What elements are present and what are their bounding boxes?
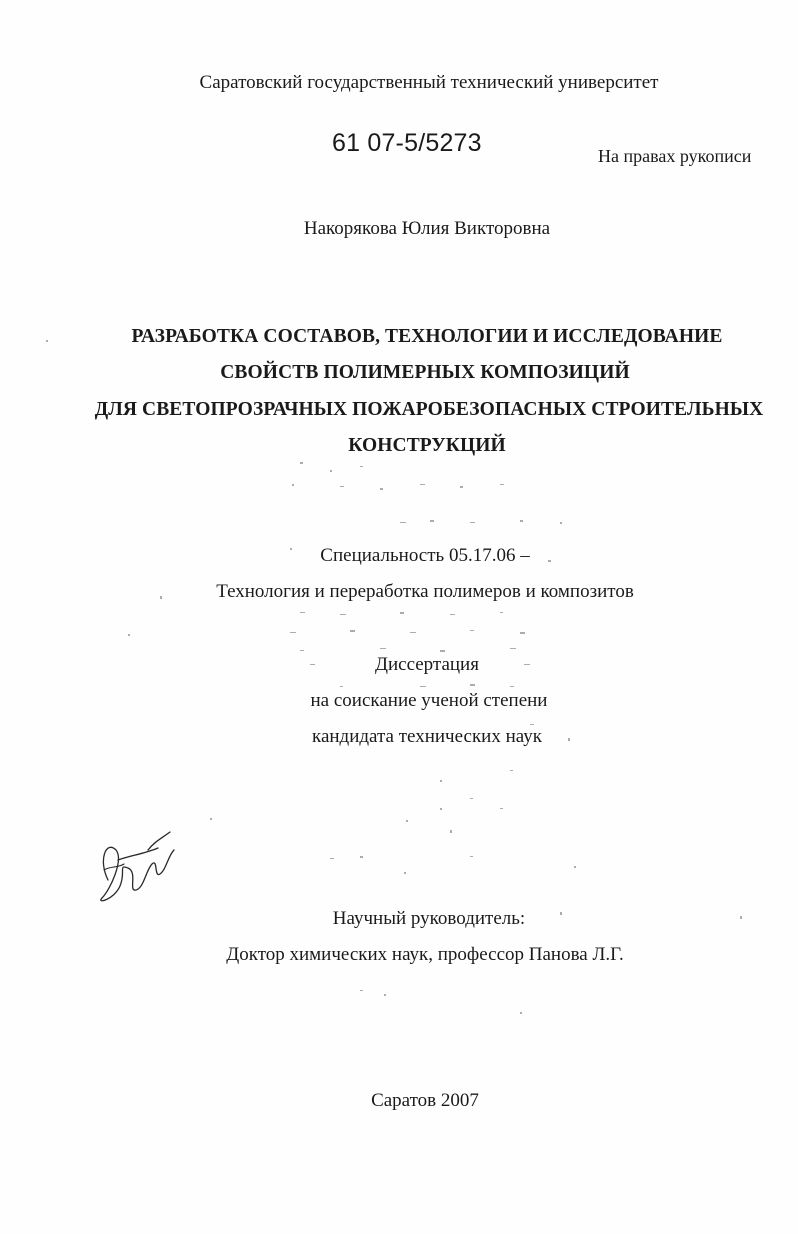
city-and-year: Саратов 2007 (371, 1090, 479, 1111)
manuscript-rights-note: На правах рукописи (598, 146, 752, 166)
work-type: Диссертация (375, 654, 479, 675)
handwritten-signature (88, 820, 188, 910)
degree-line-1: на соискание ученой степени (310, 690, 548, 711)
supervisor-name: Доктор химических наук, профессор Панова Л.Г. (226, 944, 624, 965)
specialty-name: Технология и переработка полимеров и композитов (216, 581, 634, 602)
degree-line-2: кандидата технических наук (312, 726, 542, 747)
title-line-4: КОНСТРУКЦИЙ (348, 435, 506, 456)
university-name: Саратовский государственный технический университет (199, 72, 659, 93)
title-line-2: СВОЙСТВ ПОЛИМЕРНЫХ КОМПОЗИЦИЙ (220, 362, 630, 383)
title-line-3: ДЛЯ СВЕТОПРОЗРАЧНЫХ ПОЖАРОБЕЗОПАСНЫХ СТРОИТЕЛЬНЫХ (94, 399, 764, 420)
specialty-label: Специальность 05.17.06 – (320, 545, 530, 566)
catalog-code: 61 07-5/5273 (332, 129, 482, 157)
title-line-1: РАЗРАБОТКА СОСТАВОВ, ТЕХНОЛОГИИ И ИССЛЕДОВАНИЕ (131, 326, 723, 347)
supervisor-label: Научный руководитель: (332, 908, 526, 929)
author-name: Накорякова Юлия Викторовна (303, 218, 551, 239)
